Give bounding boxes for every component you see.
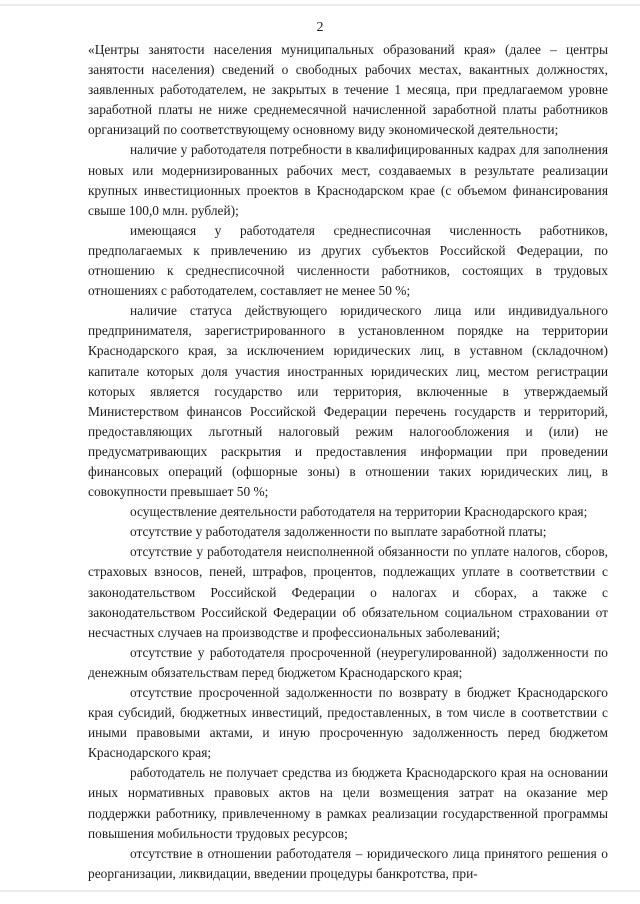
paragraph: «Центры занятости населения муниципальных образований края» (далее – центры занятости населения) сведений о свободных рабочих местах, вакантных должностях, заявленных работодателем, не закрытых в течение 1 месяца, при предлагаемом уровне заработной платы не ниже среднемесячной начисленной заработной платы работников организаций по соответствующему основному виду экономической деятельности;	[88, 42, 608, 138]
paragraph: отсутствие у работодателя неисполненной обязанности по уплате налогов, сборов, страховых взносов, пеней, штрафов, процентов, подлежащих уплате в соответствии с законодательством Российской Федерации о налогах и сборах, а также с законодательством Российской Федерации об обязательном социальном страховании от несчастных случаев на производстве и профессиональных заболеваний;	[88, 544, 608, 640]
paragraph: наличие у работодателя потребности в квалифицированных кадрах для заполнения новых или модернизированных рабочих мест, создаваемых в результате реализации крупных инвестиционных проектов в Краснодарском крае (с объемом финансирования свыше 100,0 млн. рублей);	[88, 142, 608, 218]
scan-edge-bottom	[0, 890, 640, 892]
paragraph: отсутствие у работодателя задолженности по выплате заработной платы;	[130, 524, 547, 540]
paragraph: имеющаяся у работодателя среднесписочная численность работников, предполагаемых к привлечению из других субъектов Российской Федерации, по отношению к среднесписочной численности работников, состоящих в трудовых отношениях с работодателем, составляет не менее 50 %;	[88, 222, 608, 299]
paragraph: отсутствие просроченной задолженности по возврату в бюджет Краснодарского края субсидий, бюджетных инвестиций, предоставленных, в том числе в соответствии с иными правовыми актами, и иную просроченную задолженность перед бюджетом Краснодарского края;	[88, 685, 608, 761]
paragraph: работодатель не получает средства из бюджета Краснодарского края на основании иных нормативных правовых актов на цели возмещения затрат на оказание мер поддержки работнику, привлеченному в рамках реализации государственной программы повышения мобильности трудовых ресурсов;	[88, 765, 608, 841]
paragraph: наличие статуса действующего юридического лица или индивидуального предпринимателя, зарегистрированного в установленном порядке на территории Краснодарского края, за исключением юридических лиц, в уставном (складочном) капитале которых доля участия иностранных юридических лиц, местом регистрации которых является государство или территория, включенные в утверждаемый Министерством финансов Российской Федерации перечень государств и территорий, предоставляющих льготный налоговый режим налогообложения и (или) не предусматривающих раскрытия и предоставления информации при проведении финансовых операций (офшорные зоны) в отношении таких юридических лиц, в совокупности превышает 50 %;	[88, 303, 608, 500]
paragraph: отсутствие у работодателя просроченной (неурегулированной) задолженности по денежным обязательствам перед бюджетом Краснодарского края;	[88, 644, 608, 680]
document-body	[88, 40, 608, 884]
paragraph: осуществление деятельности работодателя на территории Краснодарского края;	[130, 504, 588, 520]
scan-edge-top	[0, 4, 640, 6]
paragraph: отсутствие в отношении работодателя – юридического лица принятого решения о реорганизации, ликвидации, введении процедуры банкротства, при-	[88, 845, 608, 881]
page-number: 2	[316, 20, 324, 35]
